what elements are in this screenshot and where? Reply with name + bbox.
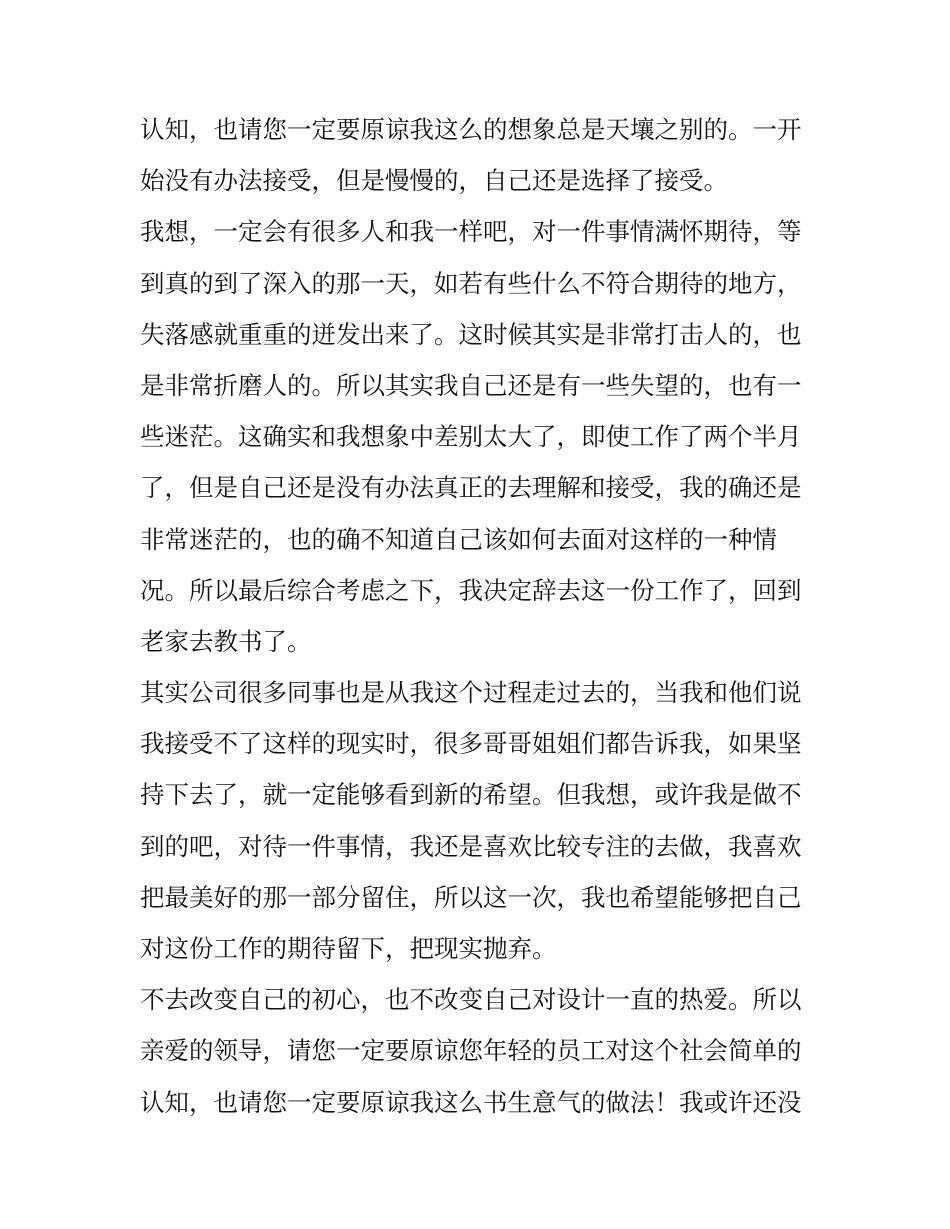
text-line: 持下去了，就一定能够看到新的希望。但我想，或许我是做不 [140,780,802,810]
text-line: 是非常折磨人的。所以其实我自己还是有一些失望的，也有一 [140,370,802,400]
text-line: 其实公司很多同事也是从我这个过程走过去的，当我和他们说 [140,678,802,708]
text-line: 到真的到了深入的那一天，如若有些什么不符合期待的地方， [140,268,802,298]
text-line: 老家去教书了。 [140,626,312,656]
text-line: 把最美好的那一部分留住，所以这一次，我也希望能够把自己 [140,882,802,912]
body-text [140,104,820,1128]
text-line: 我想，一定会有很多人和我一样吧，对一件事情满怀期待，等 [140,217,802,247]
text-line: 况。所以最后综合考虑之下，我决定辞去这一份工作了，回到 [140,575,802,605]
text-line: 了，但是自己还是没有办法真正的去理解和接受，我的确还是 [140,473,802,503]
text-line: 对这份工作的期待留下，把现实抛弃。 [140,934,557,963]
text-line: 些迷茫。这确实和我想象中差别太大了，即使工作了两个半月 [140,422,802,452]
text-line: 到的吧，对待一件事情，我还是喜欢比较专注的去做，我喜欢 [140,831,802,861]
text-line: 认知，也请您一定要原谅我这么的想象总是天壤之别的。一开 [140,115,802,144]
text-line: 不去改变自己的初心，也不改变自己对设计一直的热爱。所以 [140,985,802,1015]
text-line: 失落感就重重的迸发出来了。这时候其实是非常打击人的，也 [140,319,802,349]
text-line: 认知，也请您一定要原谅我这么书生意气的做法！我或许还没 [140,1087,802,1117]
text-line: 亲爱的领导，请您一定要原谅您年轻的员工对这个社会简单的 [140,1036,802,1066]
text-line: 我接受不了这样的现实时，很多哥哥姐姐们都告诉我，如果坚 [140,729,802,759]
text-line: 始没有办法接受，但是慢慢的，自己还是选择了接受。 [140,166,728,196]
text-line: 非常迷茫的，也的确不知道自己该如何去面对这样的一种情 [140,524,777,554]
